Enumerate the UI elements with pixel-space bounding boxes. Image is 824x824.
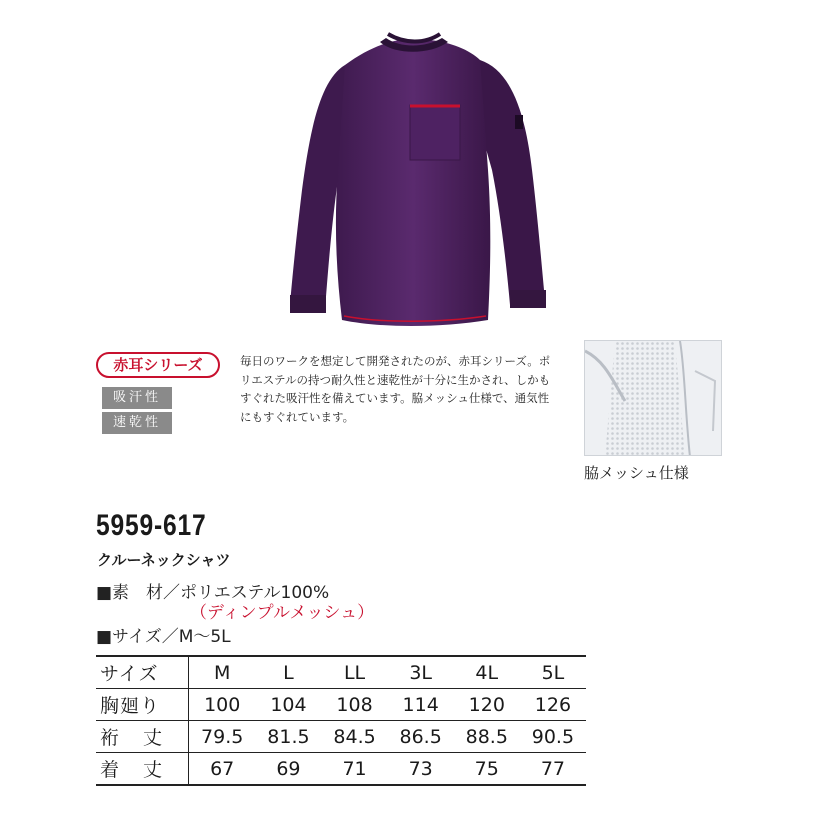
mesh-detail-photo [584, 340, 722, 456]
table-row [96, 753, 586, 786]
table-row [96, 656, 586, 689]
product-photo [270, 20, 560, 330]
table-cell: 84.5 [322, 721, 388, 753]
table-cell: 100 [189, 689, 256, 721]
table-cell: 90.5 [520, 721, 586, 753]
table-cell: 88.5 [454, 721, 520, 753]
table-cell: 104 [255, 689, 321, 721]
row-label: 着丈 [96, 753, 189, 786]
table-cell: 108 [322, 689, 388, 721]
table-cell: 77 [520, 753, 586, 786]
feature-tag-absorbent: 吸汗性 [102, 387, 172, 409]
product-description: 毎日のワークを想定して開発されたのが、赤耳シリーズ。ポリエステルの持つ耐久性と速乾性が十分に生かされ、しかもすぐれた吸汗性を備えています。脇メッシュ仕様で、通気性にもすぐれています。 [240, 354, 551, 424]
table-cell: 5L [520, 656, 586, 689]
table-cell: 3L [388, 656, 454, 689]
table-cell: 4L [454, 656, 520, 689]
size-table [96, 655, 586, 786]
table-cell: LL [322, 656, 388, 689]
model-number: 5959-617 [96, 509, 207, 542]
product-name: クルーネックシャツ [97, 551, 231, 569]
size-range-spec: ■サイズ／M〜5L [96, 627, 231, 647]
row-label: 裄丈 [96, 721, 189, 753]
material-spec: ■素 材／ポリエステル100% [96, 583, 330, 603]
table-cell: 75 [454, 753, 520, 786]
table-cell: M [189, 656, 256, 689]
table-cell: 73 [388, 753, 454, 786]
table-cell: 67 [189, 753, 256, 786]
table-cell: 86.5 [388, 721, 454, 753]
table-cell: 81.5 [255, 721, 321, 753]
table-cell: 114 [388, 689, 454, 721]
mesh-caption: 脇メッシュ仕様 [584, 464, 689, 482]
table-cell: 126 [520, 689, 586, 721]
table-row [96, 721, 586, 753]
row-label: サイズ [96, 656, 189, 689]
table-cell: L [255, 656, 321, 689]
table-cell: 120 [454, 689, 520, 721]
table-cell: 69 [255, 753, 321, 786]
table-row [96, 689, 586, 721]
table-cell: 79.5 [189, 721, 256, 753]
row-label: 胸廻り [96, 689, 189, 721]
table-cell: 71 [322, 753, 388, 786]
material-subtype: （ディンプルメッシュ） [190, 603, 375, 623]
series-badge: 赤耳シリーズ [96, 352, 220, 378]
feature-tag-quick-dry: 速乾性 [102, 412, 172, 434]
